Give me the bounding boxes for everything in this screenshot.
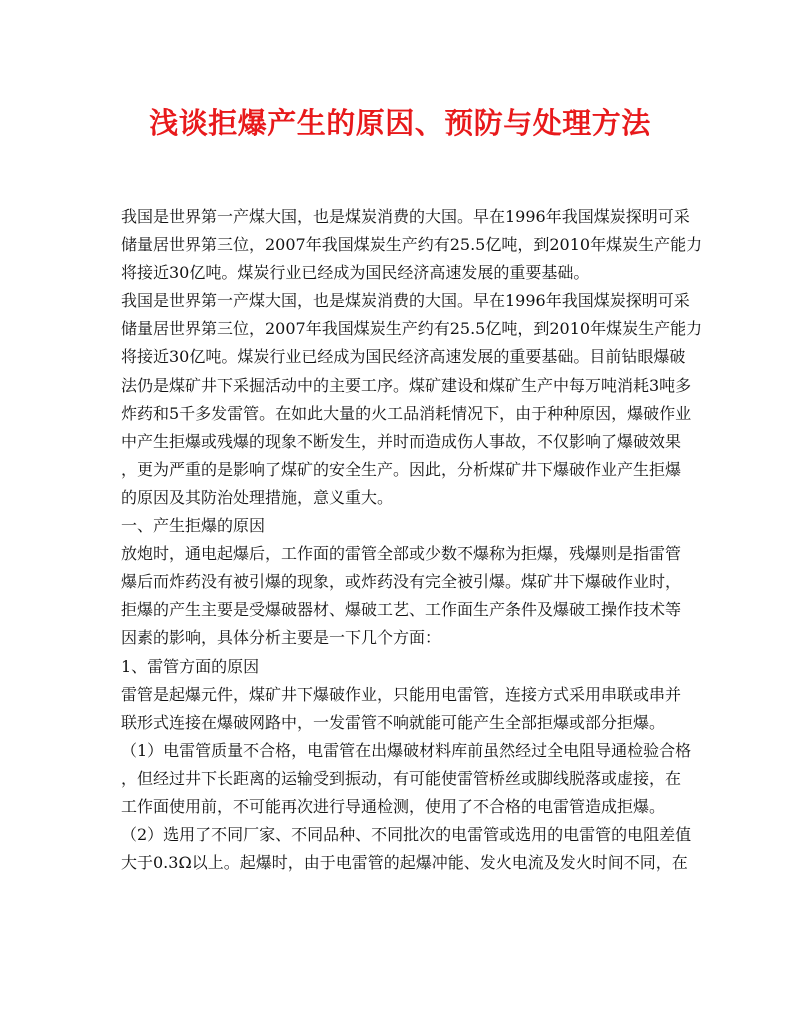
body-line: 1、雷管方面的原因 bbox=[121, 656, 260, 676]
document-title: 浅谈拒爆产生的原因、预防与处理方法 bbox=[149, 106, 651, 140]
body-line: （2）选用了不同厂家、不同品种、不同批次的电雷管或选用的电雷管的电阻差值 bbox=[121, 825, 692, 845]
body-line: 将接近30亿吨。煤炭行业已经成为国民经济高速发展的重要基础。 bbox=[121, 263, 590, 283]
body-line: 放炮时，通电起爆后，工作面的雷管全部或少数不爆称为拒爆，残爆则是指雷管 bbox=[121, 544, 682, 564]
body-line: 拒爆的产生主要是受爆破器材、爆破工艺、工作面生产条件及爆破工操作技术等 bbox=[121, 600, 682, 620]
document-body bbox=[121, 203, 703, 877]
body-line: 大于0.3Ω以上。起爆时，由于电雷管的起爆冲能、发火电流及发火时间不同，在 bbox=[121, 853, 688, 873]
body-line: 雷管是起爆元件，煤矿井下爆破作业，只能用电雷管，连接方式采用串联或串并 bbox=[121, 684, 682, 704]
body-line: 将接近30亿吨。煤炭行业已经成为国民经济高速发展的重要基础。目前钻眼爆破 bbox=[121, 347, 686, 367]
body-line: 联形式连接在爆破网路中，一发雷管不响就能可能产生全部拒爆或部分拒爆。 bbox=[121, 712, 666, 732]
body-line: 储量居世界第三位，2007年我国煤炭生产约有25.5亿吨，到2010年煤炭生产能力 bbox=[121, 235, 703, 255]
body-line: （1）电雷管质量不合格，电雷管在出爆破材料库前虽然经过全电阻导通检验合格 bbox=[121, 740, 692, 760]
body-line: 我国是世界第一产煤大国，也是煤炭消费的大国。早在1996年我国煤炭探明可采 bbox=[121, 291, 690, 311]
body-line: 炸药和5千多发雷管。在如此大量的火工品消耗情况下，由于种种原因，爆破作业 bbox=[121, 403, 692, 423]
body-line: 的原因及其防治处理措施，意义重大。 bbox=[121, 487, 394, 507]
body-line: 因素的影响，具体分析主要是一下几个方面： bbox=[121, 628, 442, 648]
body-line: 工作面使用前，不可能再次进行导通检测，使用了不合格的电雷管造成拒爆。 bbox=[121, 796, 666, 816]
body-line: ，更为严重的是影响了煤矿的安全生产。因此，分析煤矿井下爆破作业产生拒爆 bbox=[121, 459, 682, 479]
body-line: 储量居世界第三位，2007年我国煤炭生产约有25.5亿吨，到2010年煤炭生产能力 bbox=[121, 319, 703, 339]
body-line: 中产生拒爆或残爆的现象不断发生，并时而造成伤人事故，不仅影响了爆破效果 bbox=[121, 431, 682, 451]
body-line: 法仍是煤矿井下采掘活动中的主要工序。煤矿建设和煤矿生产中每万吨消耗3吨多 bbox=[121, 375, 692, 395]
body-line: 爆后而炸药没有被引爆的现象，或炸药没有完全被引爆。煤矿井下爆破作业时， bbox=[121, 572, 682, 592]
body-line: 我国是世界第一产煤大国，也是煤炭消费的大国。早在1996年我国煤炭探明可采 bbox=[121, 207, 690, 226]
body-line: 一、产生拒爆的原因 bbox=[121, 516, 266, 536]
body-line: ，但经过井下长距离的运输受到振动，有可能使雷管桥丝或脚线脱落或虚接，在 bbox=[121, 768, 682, 788]
